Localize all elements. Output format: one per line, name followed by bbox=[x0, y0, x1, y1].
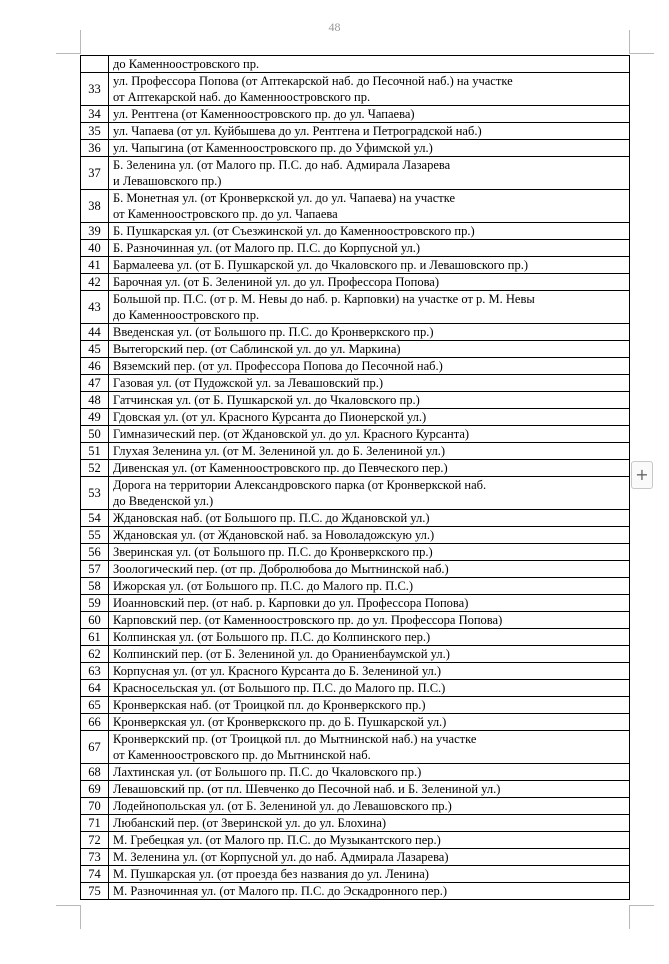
row-number: 58 bbox=[81, 578, 109, 595]
street-description bbox=[109, 73, 630, 106]
row-number: 48 bbox=[81, 392, 109, 409]
page-number: 48 bbox=[328, 20, 341, 34]
row-number: 73 bbox=[81, 849, 109, 866]
row-number: 51 bbox=[81, 443, 109, 460]
row-number: 71 bbox=[81, 815, 109, 832]
street-description-line: М. Пушкарская ул. (от проезда без названия до ул. Ленина) bbox=[113, 867, 429, 881]
row-number: 62 bbox=[81, 646, 109, 663]
row-number: 64 bbox=[81, 680, 109, 697]
table-row bbox=[81, 595, 630, 612]
table-row bbox=[81, 291, 630, 324]
table-row bbox=[81, 646, 630, 663]
street-description bbox=[109, 612, 630, 629]
street-description bbox=[109, 477, 630, 510]
row-number: 40 bbox=[81, 240, 109, 257]
row-number: 56 bbox=[81, 544, 109, 561]
table-row bbox=[81, 544, 630, 561]
street-description-line: Газовая ул. (от Пудожской ул. за Левашовский пр.) bbox=[113, 376, 384, 390]
street-description-line: Вытегорский пер. (от Саблинской ул. до ул. Маркина) bbox=[113, 342, 401, 356]
table-row bbox=[81, 409, 630, 426]
street-description-line: Ждановская ул. (от Ждановской наб. за Новоладожскую ул.) bbox=[113, 528, 435, 542]
street-description bbox=[109, 663, 630, 680]
row-number: 70 bbox=[81, 798, 109, 815]
street-description-line: Б. Зеленина ул. (от Малого пр. П.С. до наб. Адмирала Лазарева bbox=[113, 158, 451, 172]
street-description bbox=[109, 527, 630, 544]
street-description bbox=[109, 274, 630, 291]
street-description-line: от Каменноостровского пр. до ул. Чапаева bbox=[113, 207, 338, 221]
table-row bbox=[81, 56, 630, 73]
street-description-line: ул. Чапаева (от ул. Куйбышева до ул. Рентгена и Петроградской наб.) bbox=[113, 124, 482, 138]
street-description bbox=[109, 190, 630, 223]
street-description bbox=[109, 866, 630, 883]
table-row bbox=[81, 697, 630, 714]
table-row bbox=[81, 629, 630, 646]
street-description bbox=[109, 561, 630, 578]
row-number: 72 bbox=[81, 832, 109, 849]
row-number: 67 bbox=[81, 731, 109, 764]
table-row bbox=[81, 341, 630, 358]
row-number: 52 bbox=[81, 460, 109, 477]
street-description bbox=[109, 157, 630, 190]
street-description bbox=[109, 223, 630, 240]
row-number: 45 bbox=[81, 341, 109, 358]
street-description-line: до Введенской ул.) bbox=[113, 494, 214, 508]
row-number: 68 bbox=[81, 764, 109, 781]
street-description bbox=[109, 680, 630, 697]
table-row bbox=[81, 477, 630, 510]
row-number: 53 bbox=[81, 477, 109, 510]
row-number: 46 bbox=[81, 358, 109, 375]
table-row bbox=[81, 123, 630, 140]
street-description bbox=[109, 578, 630, 595]
street-description bbox=[109, 375, 630, 392]
street-description-line: Ждановская наб. (от Большого пр. П.С. до Ждановской ул.) bbox=[113, 511, 430, 525]
crop-mark-bottom-right-v bbox=[629, 905, 630, 929]
street-description bbox=[109, 781, 630, 798]
table-row bbox=[81, 140, 630, 157]
row-number: 50 bbox=[81, 426, 109, 443]
table-row bbox=[81, 798, 630, 815]
table-row bbox=[81, 832, 630, 849]
streets-table bbox=[80, 55, 630, 900]
table-row bbox=[81, 157, 630, 190]
street-description bbox=[109, 731, 630, 764]
street-description-line: Красносельская ул. (от Большого пр. П.С. до Малого пр. П.С.) bbox=[113, 681, 446, 695]
row-number: 37 bbox=[81, 157, 109, 190]
street-description bbox=[109, 443, 630, 460]
street-description bbox=[109, 697, 630, 714]
table-row bbox=[81, 714, 630, 731]
table-row bbox=[81, 106, 630, 123]
street-description-line: Зоологический пер. (от пр. Добролюбова до Мытнинской наб.) bbox=[113, 562, 449, 576]
street-description bbox=[109, 140, 630, 157]
row-number: 44 bbox=[81, 324, 109, 341]
street-description bbox=[109, 849, 630, 866]
street-description-line: Лахтинская ул. (от Большого пр. П.С. до Чкаловского пр.) bbox=[113, 765, 422, 779]
row-number: 75 bbox=[81, 883, 109, 900]
street-description-line: Б. Монетная ул. (от Кронверкской ул. до ул. Чапаева) на участке bbox=[113, 191, 456, 205]
table-row bbox=[81, 612, 630, 629]
table-row bbox=[81, 527, 630, 544]
street-description bbox=[109, 832, 630, 849]
street-description bbox=[109, 291, 630, 324]
streets-table-body bbox=[81, 56, 630, 900]
street-description bbox=[109, 629, 630, 646]
row-number: 34 bbox=[81, 106, 109, 123]
row-number: 38 bbox=[81, 190, 109, 223]
table-row bbox=[81, 426, 630, 443]
row-number: 65 bbox=[81, 697, 109, 714]
table-row bbox=[81, 561, 630, 578]
row-number: 33 bbox=[81, 73, 109, 106]
row-number: 43 bbox=[81, 291, 109, 324]
street-description-line: Большой пр. П.С. (от р. М. Невы до наб. р. Карповки) на участке от р. М. Невы bbox=[113, 292, 535, 306]
table-row bbox=[81, 73, 630, 106]
row-number: 36 bbox=[81, 140, 109, 157]
table-row bbox=[81, 358, 630, 375]
street-description bbox=[109, 56, 630, 73]
street-description-line: Кронверкский пр. (от Троицкой пл. до Мытнинской наб.) на участке bbox=[113, 732, 477, 746]
street-description-line: Гимназический пер. (от Ждановской ул. до ул. Красного Курсанта) bbox=[113, 427, 470, 441]
street-description bbox=[109, 510, 630, 527]
street-description-line: от Каменноостровского пр. до Мытнинской наб. bbox=[113, 748, 371, 762]
street-description bbox=[109, 883, 630, 900]
street-description-line: ул. Профессора Попова (от Аптекарской наб. до Песочной наб.) на участке bbox=[113, 74, 513, 88]
row-number: 74 bbox=[81, 866, 109, 883]
street-description-line: Ижорская ул. (от Большого пр. П.С. до Малого пр. П.С.) bbox=[113, 579, 414, 593]
table-row bbox=[81, 764, 630, 781]
street-description-line: Карповский пер. (от Каменноостровского пр. до ул. Профессора Попова) bbox=[113, 613, 503, 627]
street-description-line: Барочная ул. (от Б. Зелениной ул. до ул. Профессора Попова) bbox=[113, 275, 440, 289]
street-description bbox=[109, 240, 630, 257]
crop-mark-top-left-h bbox=[56, 53, 80, 54]
street-description bbox=[109, 358, 630, 375]
table-row bbox=[81, 510, 630, 527]
table-row bbox=[81, 680, 630, 697]
row-number: 60 bbox=[81, 612, 109, 629]
street-description-line: Вяземский пер. (от ул. Профессора Попова до Песочной наб.) bbox=[113, 359, 443, 373]
street-description-line: Колпинский пер. (от Б. Зелениной ул. до Ораниенбаумской ул.) bbox=[113, 647, 450, 661]
street-description-line: от Аптекарской наб. до Каменноостровского пр. bbox=[113, 90, 371, 104]
row-number: 35 bbox=[81, 123, 109, 140]
street-description-line: до Каменноостровского пр. bbox=[113, 57, 260, 71]
street-description-line: Глухая Зеленина ул. (от М. Зелениной ул. до Б. Зелениной ул.) bbox=[113, 444, 446, 458]
street-description-line: Лодейнопольская ул. (от Б. Зелениной ул. до Левашовского пр.) bbox=[113, 799, 452, 813]
street-description-line: М. Зеленина ул. (от Корпусной ул. до наб. Адмирала Лазарева) bbox=[113, 850, 449, 864]
street-description bbox=[109, 123, 630, 140]
table-row bbox=[81, 460, 630, 477]
row-number: 69 bbox=[81, 781, 109, 798]
street-description-line: Зверинская ул. (от Большого пр. П.С. до Кронверкского пр.) bbox=[113, 545, 433, 559]
table-row bbox=[81, 190, 630, 223]
row-number: 63 bbox=[81, 663, 109, 680]
street-description-line: Дивенская ул. (от Каменноостровского пр. до Певческого пер.) bbox=[113, 461, 448, 475]
row-number bbox=[81, 56, 109, 73]
table-row bbox=[81, 443, 630, 460]
table-row bbox=[81, 223, 630, 240]
table-row bbox=[81, 257, 630, 274]
table-row bbox=[81, 663, 630, 680]
street-description bbox=[109, 409, 630, 426]
table-row bbox=[81, 240, 630, 257]
street-description-line: Гатчинская ул. (от Б. Пушкарской ул. до Чкаловского пр.) bbox=[113, 393, 420, 407]
street-description-line: М. Разночинная ул. (от Малого пр. П.С. до Эскадронного пер.) bbox=[113, 884, 448, 898]
table-row bbox=[81, 578, 630, 595]
street-description-line: Кронверкская наб. (от Троицкой пл. до Кронверкского пр.) bbox=[113, 698, 426, 712]
crop-mark-top-right-v bbox=[629, 30, 630, 54]
crop-mark-top-left-v bbox=[80, 30, 81, 54]
table-row bbox=[81, 274, 630, 291]
street-description-line: Гдовская ул. (от ул. Красного Курсанта до Пионерской ул.) bbox=[113, 410, 427, 424]
table-row bbox=[81, 849, 630, 866]
street-description-line: Корпусная ул. (от ул. Красного Курсанта до Б. Зелениной ул.) bbox=[113, 664, 442, 678]
table-row bbox=[81, 781, 630, 798]
street-description-line: до Каменноостровского пр. bbox=[113, 308, 260, 322]
street-description-line: Любанский пер. (от Зверинской ул. до ул. Блохина) bbox=[113, 816, 387, 830]
street-description bbox=[109, 714, 630, 731]
street-description bbox=[109, 341, 630, 358]
street-description bbox=[109, 595, 630, 612]
row-number: 41 bbox=[81, 257, 109, 274]
street-description bbox=[109, 815, 630, 832]
street-description bbox=[109, 392, 630, 409]
table-row bbox=[81, 731, 630, 764]
street-description bbox=[109, 324, 630, 341]
street-description bbox=[109, 544, 630, 561]
table-row bbox=[81, 392, 630, 409]
crop-mark-bottom-left-h bbox=[56, 905, 80, 906]
add-row-button[interactable]: + bbox=[631, 461, 653, 489]
street-description-line: ул. Рентгена (от Каменноостровского пр. до ул. Чапаева) bbox=[113, 107, 415, 121]
row-number: 54 bbox=[81, 510, 109, 527]
street-description bbox=[109, 106, 630, 123]
street-description-line: Б. Пушкарская ул. (от Съезжинской ул. до Каменноостровского пр.) bbox=[113, 224, 475, 238]
street-description-line: Б. Разночинная ул. (от Малого пр. П.С. до Корпусной ул.) bbox=[113, 241, 421, 255]
table-row bbox=[81, 866, 630, 883]
street-description-line: Иоанновский пер. (от наб. р. Карповки до ул. Профессора Попова) bbox=[113, 596, 469, 610]
street-description-line: М. Гребецкая ул. (от Малого пр. П.С. до Музыкантского пер.) bbox=[113, 833, 441, 847]
street-description-line: Введенская ул. (от Большого пр. П.С. до Кронверкского пр.) bbox=[113, 325, 434, 339]
table-row bbox=[81, 324, 630, 341]
street-description bbox=[109, 646, 630, 663]
row-number: 57 bbox=[81, 561, 109, 578]
street-description bbox=[109, 460, 630, 477]
street-description-line: Кронверкская ул. (от Кронверкского пр. до Б. Пушкарской ул.) bbox=[113, 715, 447, 729]
row-number: 49 bbox=[81, 409, 109, 426]
street-description-line: Колпинская ул. (от Большого пр. П.С. до Колпинского пер.) bbox=[113, 630, 431, 644]
row-number: 66 bbox=[81, 714, 109, 731]
table-row bbox=[81, 815, 630, 832]
street-description bbox=[109, 798, 630, 815]
street-description-line: ул. Чапыгина (от Каменноостровского пр. до Уфимской ул.) bbox=[113, 141, 433, 155]
crop-mark-bottom-left-v bbox=[80, 905, 81, 929]
table-row bbox=[81, 883, 630, 900]
row-number: 59 bbox=[81, 595, 109, 612]
crop-mark-top-right-h bbox=[630, 53, 654, 54]
street-description-line: и Левашовского пр.) bbox=[113, 174, 222, 188]
street-description bbox=[109, 426, 630, 443]
row-number: 55 bbox=[81, 527, 109, 544]
row-number: 39 bbox=[81, 223, 109, 240]
table-row bbox=[81, 375, 630, 392]
street-description bbox=[109, 257, 630, 274]
street-description bbox=[109, 764, 630, 781]
row-number: 42 bbox=[81, 274, 109, 291]
street-description-line: Бармалеева ул. (от Б. Пушкарской ул. до Чкаловского пр. и Левашовского пр.) bbox=[113, 258, 529, 272]
crop-mark-bottom-right-h bbox=[630, 905, 654, 906]
row-number: 61 bbox=[81, 629, 109, 646]
street-description-line: Дорога на территории Александровского парка (от Кронверкской наб. bbox=[113, 478, 487, 492]
street-description-line: Левашовский пр. (от пл. Шевченко до Песочной наб. и Б. Зелениной ул.) bbox=[113, 782, 501, 796]
row-number: 47 bbox=[81, 375, 109, 392]
